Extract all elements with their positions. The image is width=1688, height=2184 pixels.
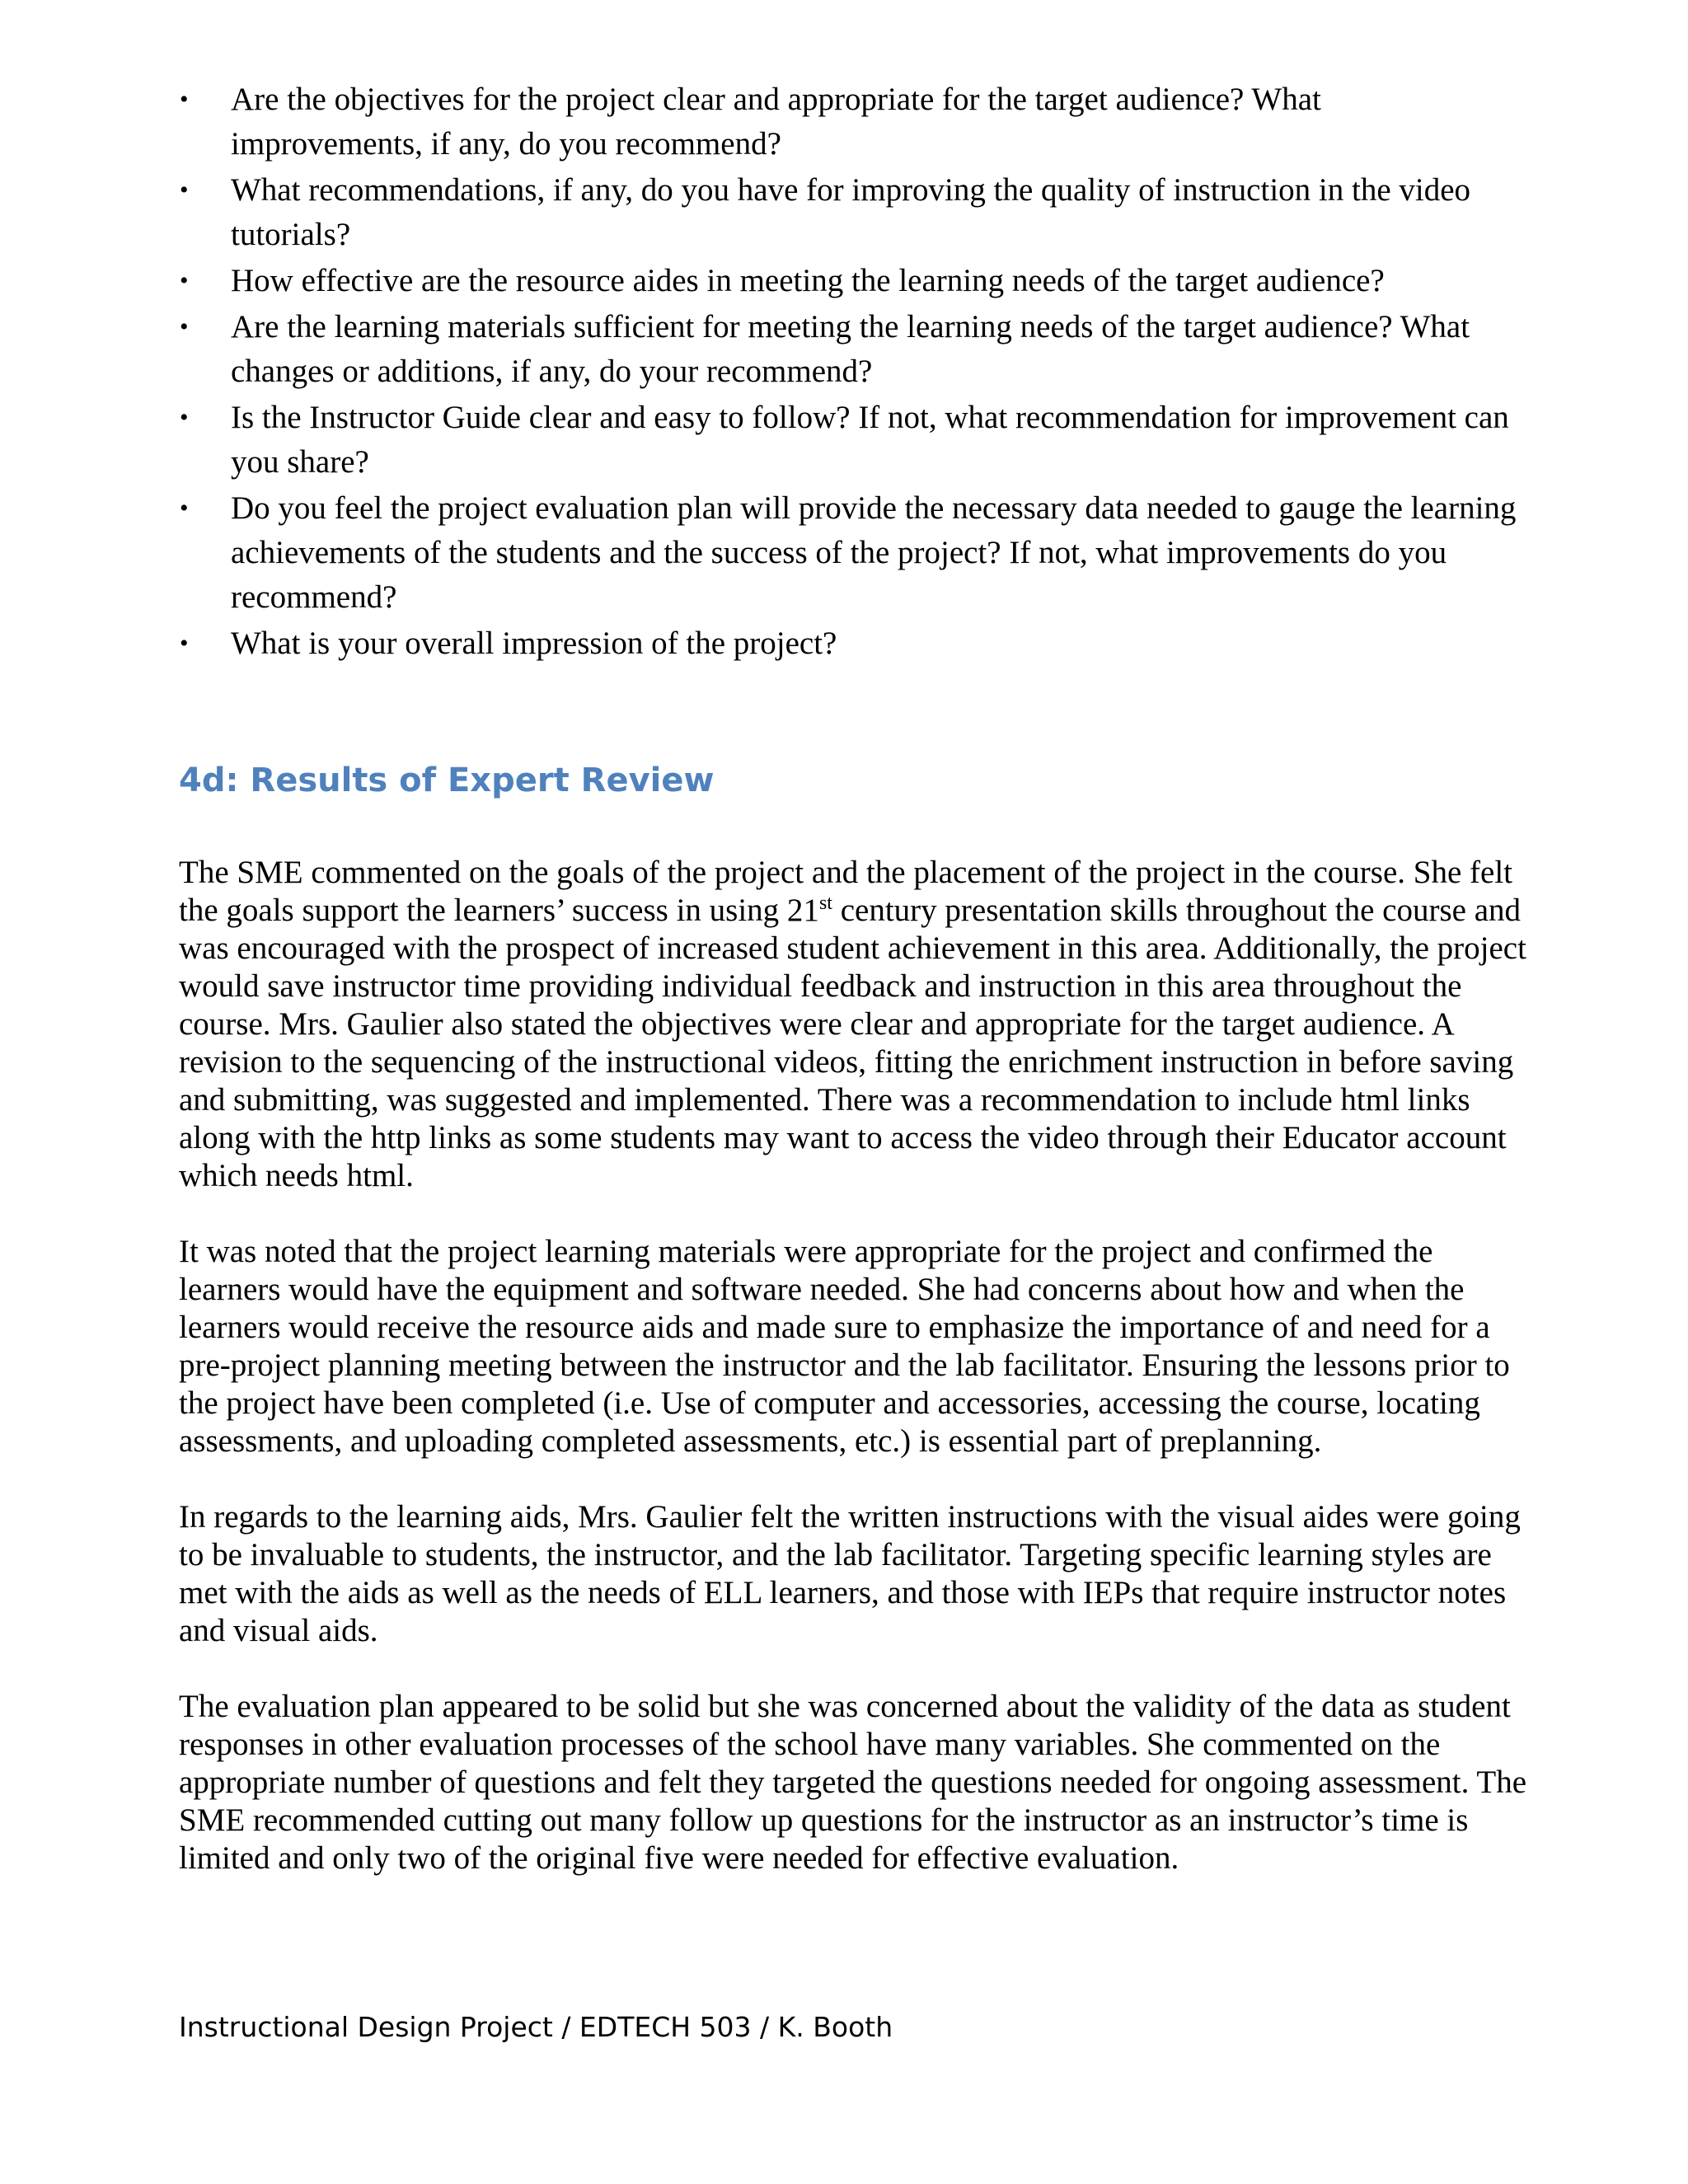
bullet-icon: • bbox=[180, 313, 189, 340]
question-text: Are the learning materials sufficient for meeting the learning needs of the target audience? What changes or additions, if any, do your recommend? bbox=[231, 309, 1470, 389]
paragraph-goals bbox=[179, 854, 1531, 1195]
bullet-icon: • bbox=[180, 404, 189, 431]
bullet-icon: • bbox=[180, 176, 189, 204]
bullet-icon: • bbox=[180, 494, 189, 522]
paragraph-evaluation-plan: The evaluation plan appeared to be solid but she was concerned about the validity of the data as student responses in other evaluation processes of the school have many variables. She commented on the appropriate number of questions and felt they targeted the questions needed for ongoing assessment. The SME recommended cutting out many follow up questions for the instructor as an instructor’s time is limited and only two of the original five were needed for effective evaluation. bbox=[179, 1689, 1527, 1876]
question-text: What recommendations, if any, do you have for improving the quality of instruction in the video tutorials? bbox=[231, 172, 1471, 252]
page-footer: Instructional Design Project / EDTECH 503 / K. Booth bbox=[179, 2011, 893, 2043]
review-questions-list bbox=[180, 77, 1517, 668]
list-item bbox=[180, 486, 1517, 620]
ordinal-superscript: st bbox=[818, 893, 832, 914]
paragraph-materials: It was noted that the project learning materials were appropriate for the project and confirmed the learners would have the equipment and software needed. She had concerns about how and when the learners would receive the resource aids and made sure to emphasize the importance of and need for a pre-project planning meeting between the instructor and the lab facilitator. Ensuring the lessons prior to the project have been completed (i.e. Use of computer and accessories, accessing the course, locating assessments, and uploading completed assessments, etc.) is essential part of preplanning. bbox=[179, 1234, 1510, 1459]
list-item bbox=[180, 621, 1517, 666]
list-item bbox=[180, 259, 1517, 303]
list-item bbox=[180, 396, 1517, 485]
paragraph-learning-aids: In regards to the learning aids, Mrs. Gaulier felt the written instructions with the visual aides were going to be invaluable to students, the instructor, and the lab facilitator. Targeting specific learning styles are met with the aids as well as the needs of ELL learners, and those with IEPs that require instructor notes and visual aids. bbox=[179, 1499, 1521, 1648]
bullet-icon: • bbox=[180, 267, 189, 294]
question-text: What is your overall impression of the project? bbox=[231, 626, 837, 661]
list-item bbox=[180, 305, 1517, 394]
list-item bbox=[180, 168, 1517, 257]
question-text: How effective are the resource aides in meeting the learning needs of the target audience? bbox=[231, 263, 1385, 298]
section-body bbox=[179, 854, 1531, 1915]
paragraph-text: century presentation skills throughout the course and was encouraged with the prospect of increased student achievement in this area. Additionally, the project would save instructor time providing individual feedback and instruction in this area throughout the course. Mrs. Gaulier also stated the objectives were clear and appropriate for the target audience. A revision to the sequencing of the instructional videos, fitting the enrichment instruction in before saving and submitting, was suggested and implemented. There was a recommendation to include html links along with the http links as some students may want to access the video through their Educator account which needs html. bbox=[179, 893, 1526, 1193]
question-text: Is the Instructor Guide clear and easy to follow? If not, what recommendation for improvement can you share? bbox=[231, 400, 1509, 480]
bullet-icon: • bbox=[180, 630, 189, 657]
list-item bbox=[180, 77, 1517, 166]
paragraph-text: The SME commented on the goals of the project and the placement of the project in the course. She felt the goals support the learners’ success in using 21 bbox=[179, 855, 1512, 928]
question-text: Are the objectives for the project clear and appropriate for the target audience? What improvements, if any, do you recommend? bbox=[231, 82, 1321, 162]
section-heading: 4d: Results of Expert Review bbox=[179, 762, 715, 799]
question-text: Do you feel the project evaluation plan will provide the necessary data needed to gauge the learning achievements of the students and the success of the project? If not, what improvements do you recommend? bbox=[231, 490, 1517, 615]
bullet-icon: • bbox=[180, 86, 189, 113]
